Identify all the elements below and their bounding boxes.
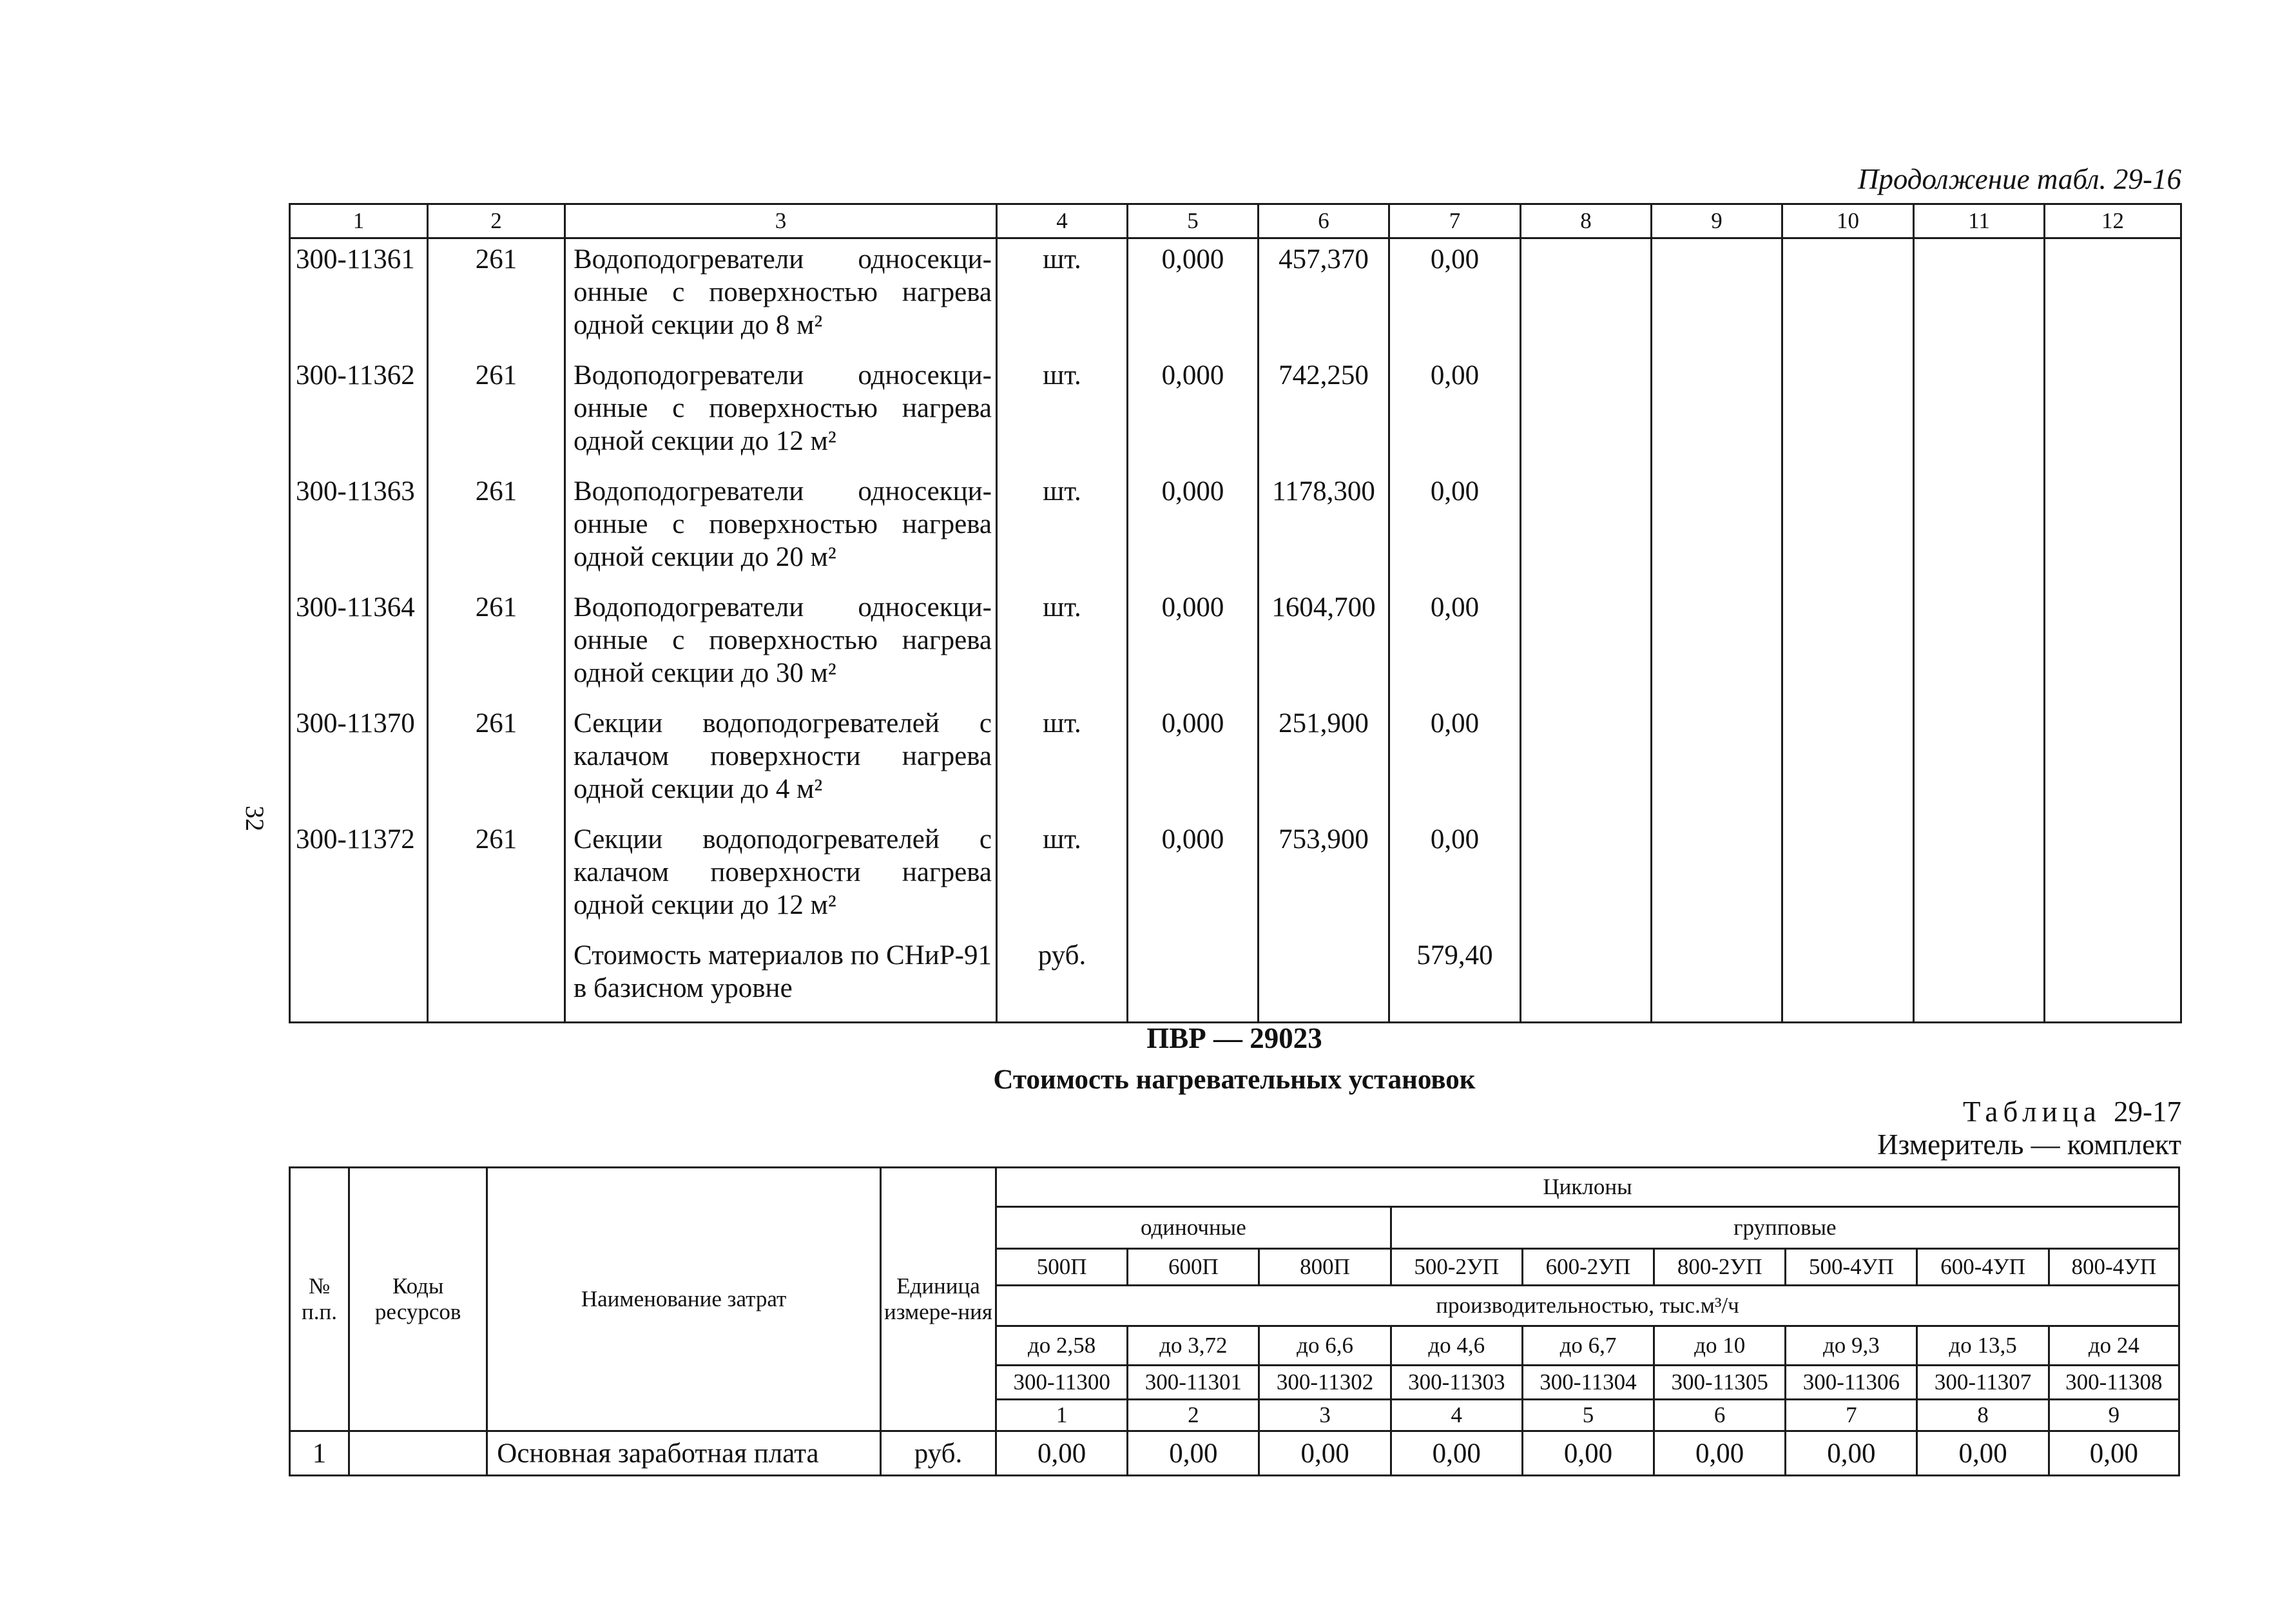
- capacity-cell: до 10: [1654, 1326, 1786, 1366]
- value-col5: 0,000: [1128, 355, 1259, 471]
- empty-cell: [1782, 703, 1914, 819]
- unit: шт.: [997, 355, 1128, 471]
- value-col7: 0,00: [1389, 471, 1521, 587]
- index-cell: 8: [1917, 1400, 2049, 1431]
- value-col5: [1128, 935, 1259, 1023]
- empty-cell: [1521, 819, 1652, 935]
- item-name: Водоподогреватели односекци-онные с поверхностью нагрева одной секции до 12 м²: [565, 355, 997, 471]
- resource-code: [290, 935, 428, 1023]
- unit: шт.: [997, 471, 1128, 587]
- group-number: 261: [428, 587, 565, 703]
- row-resource-code: [349, 1431, 487, 1476]
- empty-cell: [1521, 587, 1652, 703]
- header-cell: 9: [1652, 204, 1782, 238]
- empty-cell: [1914, 238, 2045, 356]
- item-name: Водоподогреватели односекци-онные с поверхностью нагрева одной секции до 8 м²: [565, 238, 997, 356]
- model-cell: 600-2УП: [1522, 1249, 1654, 1286]
- resource-code-cell: 300-11308: [2049, 1366, 2179, 1400]
- capacity-cell: до 4,6: [1391, 1326, 1522, 1366]
- table-number-label: Таблица: [1963, 1096, 2101, 1128]
- value-col5: 0,000: [1128, 703, 1259, 819]
- empty-cell: [1521, 935, 1652, 1023]
- resource-code-cell: 300-11303: [1391, 1366, 1522, 1400]
- model-cell: 600-4УП: [1917, 1249, 2049, 1286]
- value-col5: 0,000: [1128, 819, 1259, 935]
- continuation-label: Продолжение табл. 29-16: [1857, 163, 2181, 195]
- empty-cell: [2045, 819, 2181, 935]
- empty-cell: [1521, 355, 1652, 471]
- capacity-cell: до 6,7: [1522, 1326, 1654, 1366]
- capacity-cell: до 24: [2049, 1326, 2179, 1366]
- page-number: 32: [240, 806, 269, 831]
- value-col6: [1259, 935, 1389, 1023]
- empty-cell: [1652, 238, 1782, 356]
- model-cell: 500-2УП: [1391, 1249, 1522, 1286]
- group-number: 261: [428, 355, 565, 471]
- total-row: [290, 935, 2181, 1023]
- capacity-cell: до 3,72: [1128, 1326, 1259, 1366]
- value-col7: 0,00: [1389, 587, 1521, 703]
- group-header: групповые: [1391, 1207, 2179, 1249]
- value-col7: 0,00: [1389, 819, 1521, 935]
- group-number: 261: [428, 471, 565, 587]
- value-cell: 0,00: [1128, 1431, 1259, 1476]
- empty-cell: [1782, 355, 1914, 471]
- capacity-label: производительностью, тыс.м³/ч: [996, 1286, 2179, 1326]
- value-cell: 0,00: [1654, 1431, 1786, 1476]
- cyclones-header: Циклоны: [996, 1168, 2179, 1207]
- empty-cell: [2045, 935, 2181, 1023]
- resource-code: 300-11364: [290, 587, 428, 703]
- resource-code-cell: 300-11306: [1786, 1366, 1917, 1400]
- resource-code-cell: 300-11307: [1917, 1366, 2049, 1400]
- value-col5: 0,000: [1128, 238, 1259, 356]
- value-col6: 1178,300: [1259, 471, 1389, 587]
- resource-code-cell: 300-11301: [1128, 1366, 1259, 1400]
- empty-cell: [1782, 238, 1914, 356]
- group-number: 261: [428, 819, 565, 935]
- model-cell: 800П: [1259, 1249, 1391, 1286]
- index-cell: 2: [1128, 1400, 1259, 1431]
- row-name: Основная заработная плата: [487, 1431, 881, 1476]
- cost-table-29-16: [289, 203, 2182, 1023]
- table-header-row: [290, 204, 2181, 238]
- value-col6: 1604,700: [1259, 587, 1389, 703]
- index-cell: 5: [1522, 1400, 1654, 1431]
- empty-cell: [1521, 703, 1652, 819]
- empty-cell: [2045, 355, 2181, 471]
- model-cell: 500-4УП: [1786, 1249, 1917, 1286]
- item-name: Секции водоподогревателей с калачом поверхности нагрева одной секции до 12 м²: [565, 819, 997, 935]
- value-col6: 457,370: [1259, 238, 1389, 356]
- group-number: 261: [428, 703, 565, 819]
- row-number: 1: [290, 1431, 349, 1476]
- value-col6: 742,250: [1259, 355, 1389, 471]
- header-cell: 5: [1128, 204, 1259, 238]
- model-cell: 800-2УП: [1654, 1249, 1786, 1286]
- empty-cell: [1652, 587, 1782, 703]
- unit: шт.: [997, 238, 1128, 356]
- table-row: [290, 703, 2181, 819]
- resource-code: 300-11363: [290, 471, 428, 587]
- item-name: Секции водоподогревателей с калачом поверхности нагрева одной секции до 4 м²: [565, 703, 997, 819]
- group-number: [428, 935, 565, 1023]
- header-cell: 6: [1259, 204, 1389, 238]
- model-cell: 600П: [1128, 1249, 1259, 1286]
- row-unit: руб.: [880, 1431, 996, 1476]
- empty-cell: [1914, 819, 2045, 935]
- empty-cell: [2045, 238, 2181, 356]
- measure-line: Измеритель — комплект: [1877, 1128, 2181, 1161]
- item-name: Водоподогреватели односекци-онные с поверхностью нагрева одной секции до 30 м²: [565, 587, 997, 703]
- resource-code-cell: 300-11300: [996, 1366, 1128, 1400]
- header-cell: 2: [428, 204, 565, 238]
- resource-code-cell: 300-11304: [1522, 1366, 1654, 1400]
- table-number: [1547, 1094, 2181, 1130]
- capacity-cell: до 6,6: [1259, 1326, 1391, 1366]
- value-cell: 0,00: [996, 1431, 1128, 1476]
- empty-cell: [1521, 471, 1652, 587]
- index-cell: 7: [1786, 1400, 1917, 1431]
- value-cell: 0,00: [1259, 1431, 1391, 1476]
- capacity-cell: до 13,5: [1917, 1326, 2049, 1366]
- value-cell: 0,00: [1786, 1431, 1917, 1476]
- empty-cell: [1914, 587, 2045, 703]
- section-code: ПВР — 29023: [1146, 1022, 1322, 1054]
- value-col7: 579,40: [1389, 935, 1521, 1023]
- resource-code: 300-11370: [290, 703, 428, 819]
- index-cell: 3: [1259, 1400, 1391, 1431]
- item-name: Водоподогреватели односекци-онные с поверхностью нагрева одной секции до 20 м²: [565, 471, 997, 587]
- empty-cell: [1782, 471, 1914, 587]
- cost-table-29-17: [289, 1166, 2180, 1476]
- col-unit-header: Единица измере-ния: [880, 1168, 996, 1431]
- table-row: [290, 355, 2181, 471]
- header-cell: 8: [1521, 204, 1652, 238]
- empty-cell: [1782, 819, 1914, 935]
- value-cell: 0,00: [1917, 1431, 2049, 1476]
- empty-cell: [1652, 471, 1782, 587]
- empty-cell: [1782, 935, 1914, 1023]
- model-cell: 800-4УП: [2049, 1249, 2179, 1286]
- value-col7: 0,00: [1389, 238, 1521, 356]
- table-row: [290, 819, 2181, 935]
- model-cell: 500П: [996, 1249, 1128, 1286]
- empty-cell: [1914, 703, 2045, 819]
- empty-cell: [1914, 935, 2045, 1023]
- resource-code-cell: 300-11305: [1654, 1366, 1786, 1400]
- header-row-cyclones: [290, 1168, 2179, 1207]
- col-codes-header: Коды ресурсов: [349, 1168, 487, 1431]
- resource-code-cell: 300-11302: [1259, 1366, 1391, 1400]
- header-cell: 12: [2045, 204, 2181, 238]
- header-cell: 11: [1914, 204, 2045, 238]
- section-title: Стоимость нагревательных установок: [993, 1065, 1476, 1095]
- resource-code: 300-11362: [290, 355, 428, 471]
- index-cell: 6: [1654, 1400, 1786, 1431]
- unit: руб.: [997, 935, 1128, 1023]
- empty-cell: [1914, 355, 2045, 471]
- value-cell: 0,00: [1391, 1431, 1522, 1476]
- header-cell: 1: [290, 204, 428, 238]
- index-cell: 9: [2049, 1400, 2179, 1431]
- empty-cell: [1652, 935, 1782, 1023]
- table-row: [290, 238, 2181, 356]
- header-cell: 7: [1389, 204, 1521, 238]
- single-header: одиночные: [996, 1207, 1391, 1249]
- value-col7: 0,00: [1389, 355, 1521, 471]
- value-col7: 0,00: [1389, 703, 1521, 819]
- unit: шт.: [997, 703, 1128, 819]
- item-name: Стоимость материалов по СНиР-91 в базисном уровне: [565, 935, 997, 1023]
- table-row: [290, 587, 2181, 703]
- empty-cell: [1914, 471, 2045, 587]
- value-col5: 0,000: [1128, 471, 1259, 587]
- resource-code: 300-11361: [290, 238, 428, 356]
- value-col6: 251,900: [1259, 703, 1389, 819]
- value-cell: 0,00: [1522, 1431, 1654, 1476]
- empty-cell: [1652, 703, 1782, 819]
- empty-cell: [1652, 355, 1782, 471]
- capacity-cell: до 9,3: [1786, 1326, 1917, 1366]
- capacity-cell: до 2,58: [996, 1326, 1128, 1366]
- empty-cell: [1782, 587, 1914, 703]
- empty-cell: [2045, 471, 2181, 587]
- unit: шт.: [997, 819, 1128, 935]
- group-number: 261: [428, 238, 565, 356]
- empty-cell: [2045, 703, 2181, 819]
- index-cell: 4: [1391, 1400, 1522, 1431]
- empty-cell: [1652, 819, 1782, 935]
- header-cell: 10: [1782, 204, 1914, 238]
- table-row: [290, 1431, 2179, 1476]
- index-cell: 1: [996, 1400, 1128, 1431]
- unit: шт.: [997, 587, 1128, 703]
- table-number-value: 29-17: [2114, 1096, 2181, 1128]
- header-cell: 3: [565, 204, 997, 238]
- empty-cell: [1521, 238, 1652, 356]
- empty-cell: [2045, 587, 2181, 703]
- table-row: [290, 471, 2181, 587]
- value-cell: 0,00: [2049, 1431, 2179, 1476]
- value-col5: 0,000: [1128, 587, 1259, 703]
- header-cell: 4: [997, 204, 1128, 238]
- value-col6: 753,900: [1259, 819, 1389, 935]
- col-name-header: Наименование затрат: [487, 1168, 881, 1431]
- resource-code: 300-11372: [290, 819, 428, 935]
- col-no-header: № п.п.: [290, 1168, 349, 1431]
